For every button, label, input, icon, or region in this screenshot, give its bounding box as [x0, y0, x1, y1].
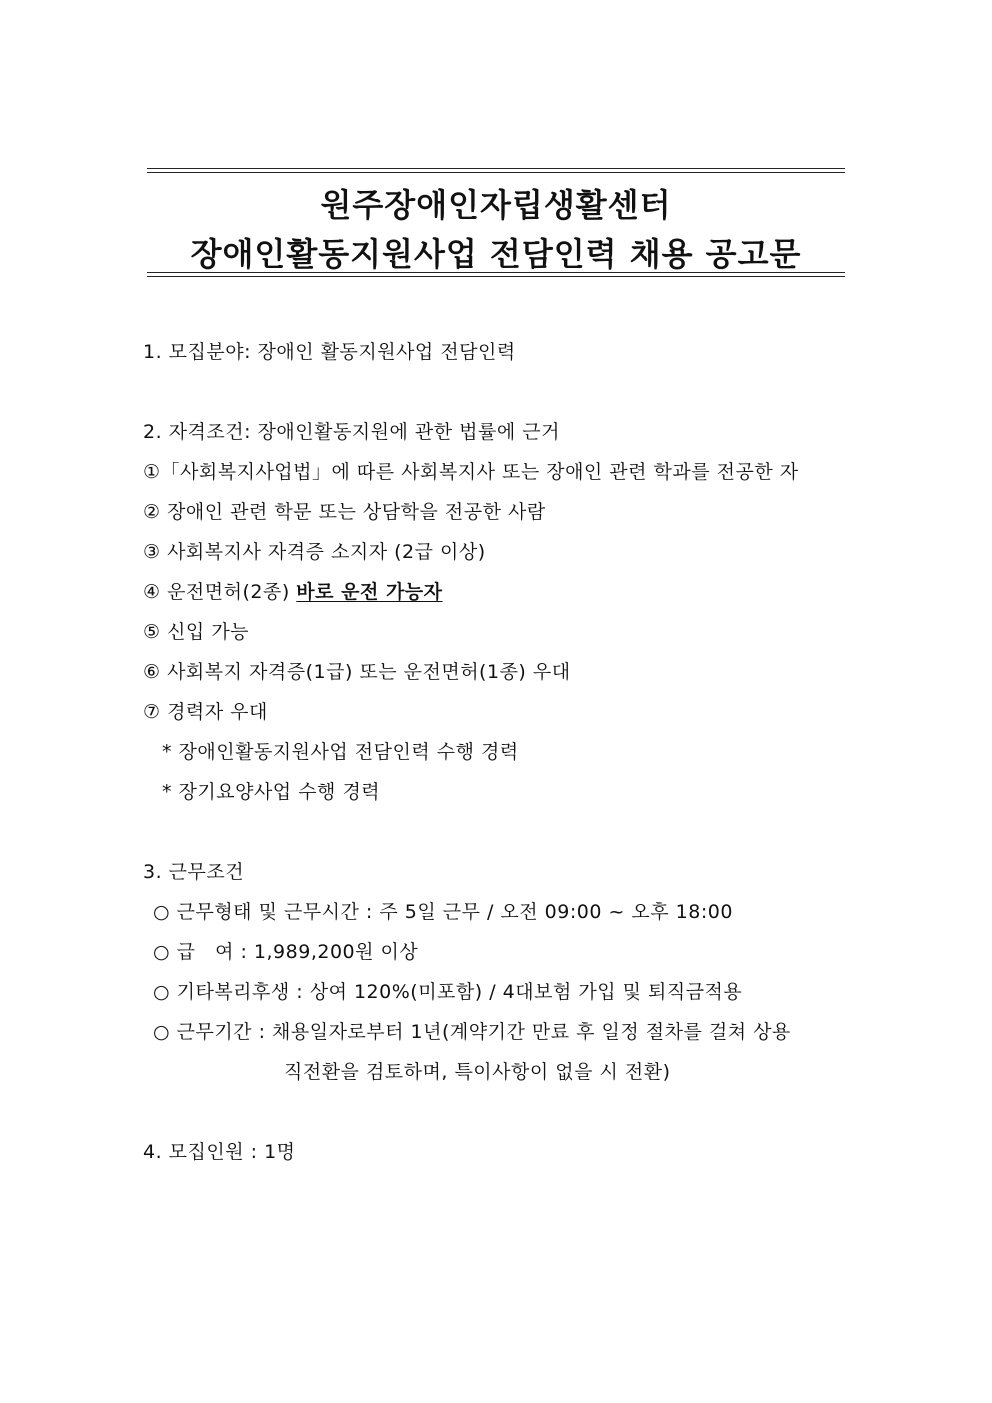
work-condition-period-continuation: 직전환을 검토하며, 특이사항이 없을 시 전환) — [284, 1061, 671, 1083]
qualification-item-4-emphasis: 바로 운전 가능자 — [296, 581, 443, 603]
qualification-item-4 — [143, 577, 443, 604]
work-condition-hours: ○ 근무형태 및 근무시간 : 주 5일 근무 / 오전 09:00 ~ 오후 18:00 — [153, 901, 733, 923]
qualification-item-1: ①「사회복지사업법」에 따른 사회복지사 또는 장애인 관련 학과를 전공한 자 — [143, 461, 799, 483]
title-top-rule-inner — [147, 172, 845, 173]
title-top-rule-outer — [147, 168, 845, 169]
section-1-heading: 1. 모집분야: 장애인 활동지원사업 전담인력 — [143, 341, 516, 363]
section-4-heading: 4. 모집인원 : 1명 — [143, 1141, 296, 1163]
qualification-item-2: ② 장애인 관련 학문 또는 상담학을 전공한 사람 — [143, 501, 546, 523]
work-condition-benefits: ○ 기타복리후생 : 상여 120%(미포함) / 4대보험 가입 및 퇴직금적용 — [153, 981, 743, 1003]
section-2-heading: 2. 자격조건: 장애인활동지원에 관한 법률에 근거 — [143, 421, 560, 443]
qualification-item-4-text: ④ 운전면허(2종) — [143, 581, 297, 603]
title-bottom-rule-inner — [147, 272, 845, 273]
work-condition-salary: ○ 급 여 : 1,989,200원 이상 — [153, 941, 419, 963]
experience-sub-item-1: * 장애인활동지원사업 전담인력 수행 경력 — [162, 741, 519, 763]
section-3-heading: 3. 근무조건 — [143, 861, 245, 883]
experience-sub-item-2: * 장기요양사업 수행 경력 — [162, 781, 381, 803]
title-box — [147, 168, 845, 277]
title-bottom-rule-outer — [147, 276, 845, 277]
title-line-2: 장애인활동지원사업 전담인력 채용 공고문 — [190, 235, 802, 273]
qualification-item-3: ③ 사회복지사 자격증 소지자 (2급 이상) — [143, 541, 486, 563]
qualification-item-5: ⑤ 신입 가능 — [143, 621, 250, 643]
qualification-item-7: ⑦ 경력자 우대 — [143, 701, 268, 723]
work-condition-period: ○ 근무기간 : 채용일자로부터 1년(계약기간 만료 후 일정 절차를 걸쳐 상용 — [153, 1021, 791, 1043]
qualification-item-6: ⑥ 사회복지 자격증(1급) 또는 운전면허(1종) 우대 — [143, 661, 571, 683]
title-line-1: 원주장애인자립생활센터 — [320, 186, 672, 224]
